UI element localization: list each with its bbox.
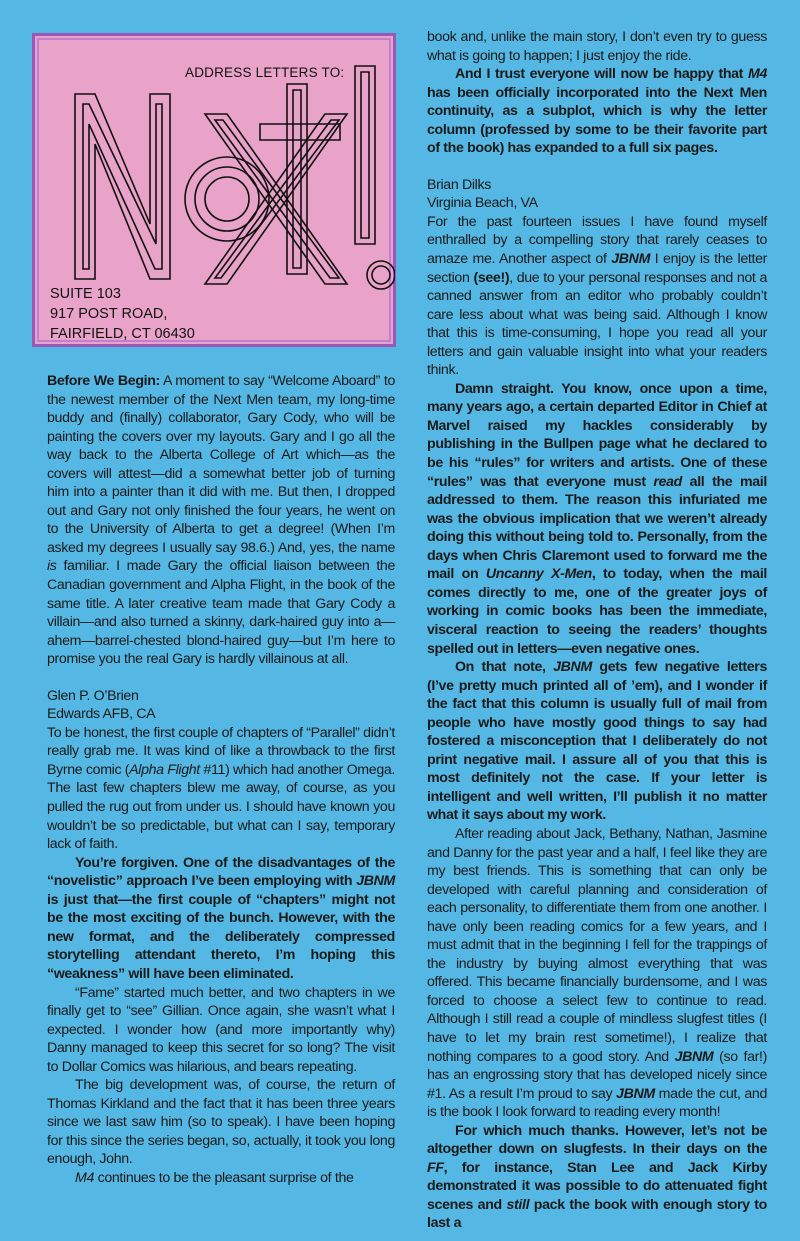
writer-place: Edwards AFB, CA bbox=[47, 706, 156, 723]
letter-paragraph bbox=[47, 724, 395, 854]
address-box bbox=[32, 33, 396, 347]
letter-text-c: , due to your personal responses and not a canned answer from an editor who probably couldn’t care less about what was being said. Although I know that this is time-consuming, I hope you read all your letters and gain valuable insight into what your readers think. bbox=[427, 269, 767, 379]
reply-jbnm: JBNM bbox=[356, 873, 395, 890]
reply-text-a: You’re forgiven. One of the disadvantages of the “novelistic” approach I’ve been employing with bbox=[47, 854, 395, 890]
reply-text-a: For which much thanks. However, let’s not be altogether down on slugfests. In their days on the bbox=[427, 1122, 767, 1158]
intro-text-b: familiar. I made Gary the official liaison between the Canadian government and Alpha Flight, in the book of the same title. A later creative team made that Gary Cody a villain—and also turned a skinny, dark-haired guy into a—ahem—barrel-chested blond-haired guy—but I’m here to promise you the real Gary is hardly villainous at all. bbox=[47, 558, 395, 668]
read-emph: read bbox=[653, 473, 682, 490]
letter-text-b: (so far!) has an engrossing story that has developed nicely since #1. As a result I’m proud to say bbox=[427, 1048, 767, 1102]
address-line-1: SUITE 103 bbox=[50, 286, 121, 302]
letter-text-a: For the past fourteen issues I have found myself enthralled by a compelling story that rarely ceases to amaze me. Another aspect of bbox=[427, 213, 767, 268]
reply-text-b: , for instance, Stan Lee and Jack Kirby demonstrated it was possible to do attenuated fight scenes and bbox=[427, 1159, 767, 1213]
letter-text: continues to be the pleasant surprise of the bbox=[94, 1169, 354, 1186]
address-line-2: 917 POST ROAD, bbox=[50, 306, 168, 322]
ff-title: FF bbox=[427, 1159, 444, 1176]
intro-emph: is bbox=[47, 558, 57, 575]
reply-text-a: Damn straight. You know, once upon a time, many years ago, a certain departed Editor in Chief at Marvel raised my hackles considerably by publishing in the Bullpen page what he declared to be his “rules” for writers and artists. One of these “rules” was that everyone must bbox=[427, 380, 767, 490]
m4-title: M4 bbox=[75, 1169, 95, 1186]
letter-paragraph: “Fame” started much better, and two chapters in we finally get to “see” Gillian. Once again, she wasn’t what I expected. I wonder how (and more importantly why) Danny managed to keep this secret for so long? The visit to Dollar Comics was hilarious, and bears repeating. bbox=[47, 984, 395, 1075]
letter-paragraph: The big development was, of course, the return of Thomas Kirkland and the fact that it has been three years since we last saw him (so to speak). I have been hoping for this since the series began, so, actually, it took you long enough, John. bbox=[47, 1077, 395, 1168]
reply-text-c: , to today, when the mail comes directly to me, one of the greater joys of working in comic books has been the immediate, visceral reaction to seeing the readers’ thoughts spelled out in letters—even negative ones. bbox=[427, 566, 767, 657]
right-column bbox=[427, 28, 767, 1233]
letter-paragraph: book and, unlike the main story, I don’t even try to guess what is going to happen; I just enjoy the ride. bbox=[427, 29, 767, 64]
letter-paragraph bbox=[427, 213, 767, 380]
see-emph: (see!) bbox=[473, 269, 510, 286]
letter-text-b: #11) which had another Omega. The last few chapters blew me away, of course, as you pulled the rug out from under us. I should have known you wouldn’t be so predictable, but what can I say, temporary lack of faith. bbox=[47, 761, 395, 853]
letter-text-b: I enjoy is the letter section bbox=[427, 251, 767, 286]
writer-name: Brian Dilks bbox=[427, 176, 491, 193]
reply-text-c: pack the book with enough story to last a bbox=[427, 1196, 767, 1232]
writer-place: Virginia Beach, VA bbox=[427, 195, 538, 212]
reply-paragraph bbox=[427, 658, 767, 825]
letter-text-c: made the cut, and is the book I look forward to reading every month! bbox=[427, 1085, 768, 1121]
jbnm-title: JBNM bbox=[674, 1048, 714, 1065]
left-column bbox=[47, 372, 395, 1188]
reply-paragraph bbox=[427, 65, 767, 158]
still-emph: still bbox=[506, 1196, 530, 1213]
comic-title: Alpha Flight bbox=[129, 761, 200, 778]
reply-text-b: is just that—the first couple of “chapters” might not be the most exciting of the bunch. However, with the new format, and the deliberately compressed storytelling attendant thereto, I’m hoping this “weakness” will have been eliminated. bbox=[47, 891, 395, 982]
letter-paragraph bbox=[427, 825, 767, 1122]
jbnm-title: JBNM bbox=[616, 1085, 655, 1102]
jbnm-title: JBNM bbox=[611, 251, 651, 268]
m4-title: M4 bbox=[747, 66, 767, 83]
intro-text-a: A moment to say “Welcome Aboard” to the newest member of the Next Men team, my long-time buddy and (finally) collaborator, Gary Cody, who will be painting the covers over my layouts. Gary and I go all the way back to the Alberta College of Art which—as the covers will attest—did a somewhat better job of turning him into a painter than it did with me. But then, I dropped out and Gary not only finished the four years, he went on to the University of Alberta to get a degree! (When I’m asked my degrees I usually say 98.6.) And, yes, the name bbox=[47, 373, 395, 556]
letter-paragraph bbox=[47, 1169, 395, 1188]
address-heading: ADDRESS LETTERS TO: bbox=[185, 65, 345, 80]
reply-text-a: On that note, bbox=[455, 659, 554, 676]
intro-paragraph bbox=[47, 372, 395, 669]
letter-text-a: To be honest, the first couple of chapters of “Parallel” didn’t really grab me. It was kind of like a throwback to the first Byrne comic ( bbox=[47, 724, 395, 778]
intro-label: Before We Begin: bbox=[47, 373, 160, 389]
mailing-address bbox=[50, 284, 195, 344]
reply-text-b: gets few negative letters (I’ve pretty much printed all of ’em), and I wonder if the fact that this column is usually full of mail from people who have mostly good things to say had fostered a misconception that I deliberately do not print negative mail. I assure all of you that this is most definitely not the case. If your letter is intelligent and well written, I’ll publish it no matter what it says about my work. bbox=[427, 659, 767, 824]
xmen-title: Uncanny X-Men bbox=[485, 566, 592, 583]
reply-paragraph bbox=[427, 380, 767, 658]
address-line-3: FAIRFIELD, CT 06430 bbox=[50, 326, 195, 342]
reply-text-b: has been officially incorporated into the Next Men continuity, as a subplot, which is why the letter column (professed by some to be their favorite part of the book) has expanded to a full six pages. bbox=[427, 84, 767, 157]
writer-name: Glen P. O’Brien bbox=[47, 687, 139, 704]
reply-text-a: And I trust everyone will now be happy that bbox=[455, 66, 748, 83]
letter-text-a: After reading about Jack, Bethany, Nathan, Jasmine and Danny for the past year and a half, I feel like they are my best friends. This is something that can only be developed with careful planning and consideration of each personality, to differentiate them from one another. I have only been reading comics for a few years, and I must admit that in the beginning I fell for the trappings of the industry by buying almost everything that was offered. This became financially burdensome, and I was forced to choose a select few to continue to read. Although I still read a couple of mindless slugfest titles (I have to let my brain rest sometime!), I realize that nothing compares to a good story. And bbox=[427, 825, 767, 1065]
next-logo bbox=[55, 54, 395, 304]
jbnm-title: JBNM bbox=[553, 659, 592, 676]
reply-text-b: all the mail addressed to them. The reason this infuriated me was the obvious implication that we weren’t already doing this without being told to. Personally, from the days when Chris Claremont used to forward me the mail on bbox=[427, 473, 767, 583]
reply-paragraph bbox=[47, 854, 395, 984]
reply-paragraph bbox=[427, 1122, 767, 1233]
